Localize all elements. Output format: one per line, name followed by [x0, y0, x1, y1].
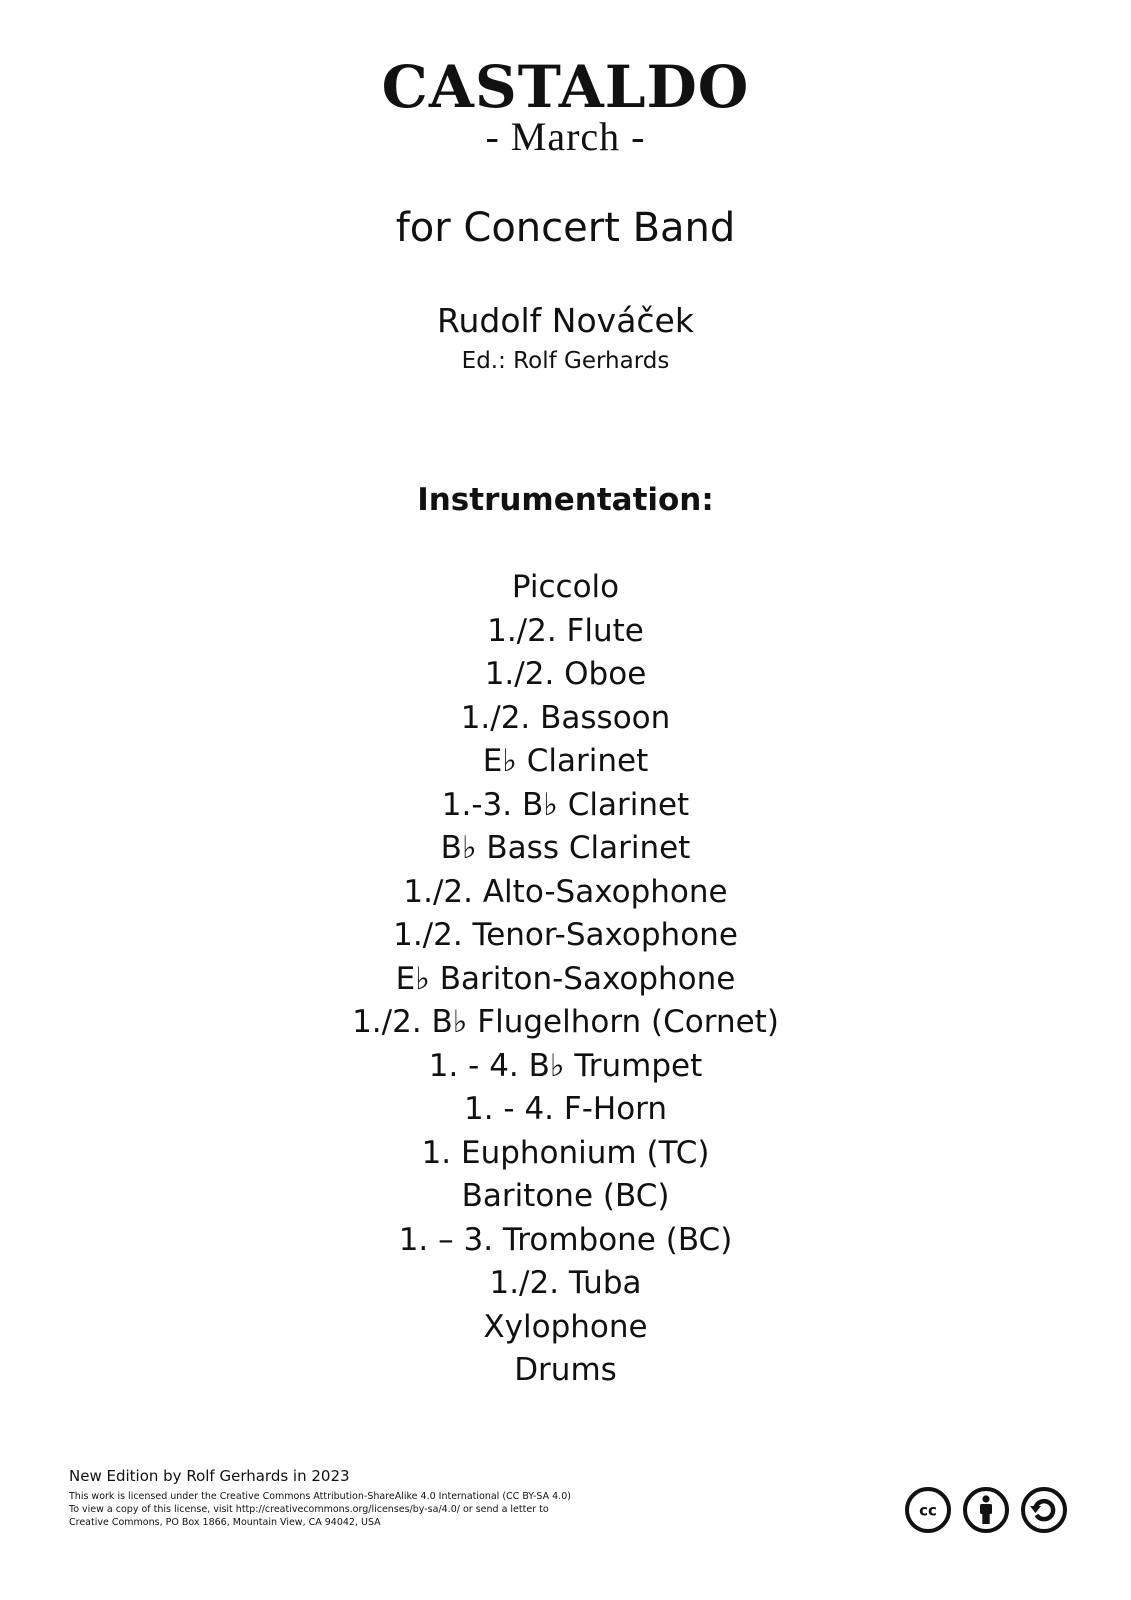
instrument-item: 1./2. Tenor-Saxophone	[393, 917, 738, 953]
instrument-item: 1./2. Bassoon	[460, 699, 671, 736]
cc-icon-text: cc	[919, 1501, 937, 1520]
attribution-icon	[961, 1485, 1011, 1535]
instrument-item: 1./2. Oboe	[484, 656, 647, 692]
instrument-item: E♭ Clarinet	[482, 743, 649, 779]
instrument-item: Drums	[514, 1352, 617, 1388]
license-line: To view a copy of this license, visit http://creativecommons.org/licenses/by-sa/4.0/ or send a letter to	[69, 1504, 549, 1515]
instrument-item: 1./2. Alto-Saxophone	[403, 873, 728, 910]
share-alike-icon	[1019, 1485, 1069, 1535]
instrument-item: Piccolo	[511, 569, 620, 605]
license-line: This work is licensed under the Creative Commons Attribution-ShareAlike 4.0 International (CC BY-SA 4.0)	[69, 1491, 571, 1502]
instrument-item: 1. - 4. B♭ Trumpet	[428, 1047, 703, 1084]
instrument-item: 1.-3. B♭ Clarinet	[441, 786, 690, 823]
instrument-item: Xylophone	[483, 1308, 648, 1345]
cc-icon	[903, 1485, 953, 1535]
instrument-item: 1./2. B♭ Flugelhorn (Cornet)	[352, 1004, 779, 1040]
instrument-item: E♭ Bariton-Saxophone	[395, 960, 736, 997]
editor-credit: Ed.: Rolf Gerhards	[461, 348, 670, 374]
edition-note: New Edition by Rolf Gerhards in 2023	[69, 1467, 350, 1485]
instrumentation-heading: Instrumentation:	[417, 482, 714, 518]
license-line: Creative Commons, PO Box 1866, Mountain View, CA 94042, USA	[69, 1517, 381, 1528]
ensemble-label: for Concert Band	[395, 205, 736, 251]
subtitle: - March -	[485, 114, 646, 159]
cc-license-badges	[903, 1485, 1069, 1535]
instrument-item: B♭ Bass Clarinet	[440, 830, 691, 866]
instrument-item: 1. Euphonium (TC)	[421, 1134, 710, 1171]
instrument-item: 1. - 4. F-Horn	[463, 1091, 668, 1127]
instrument-item: Baritone (BC)	[461, 1178, 670, 1214]
instrument-list	[0, 566, 1131, 1393]
composer-name: Rudolf Nováček	[437, 301, 694, 340]
license-text	[69, 1490, 709, 1529]
title: CASTALDO	[381, 53, 750, 121]
instrument-item: 1./2. Tuba	[489, 1265, 642, 1301]
instrument-item: 1./2. Flute	[487, 612, 644, 649]
instrument-item: 1. – 3. Trombone (BC)	[398, 1221, 733, 1258]
